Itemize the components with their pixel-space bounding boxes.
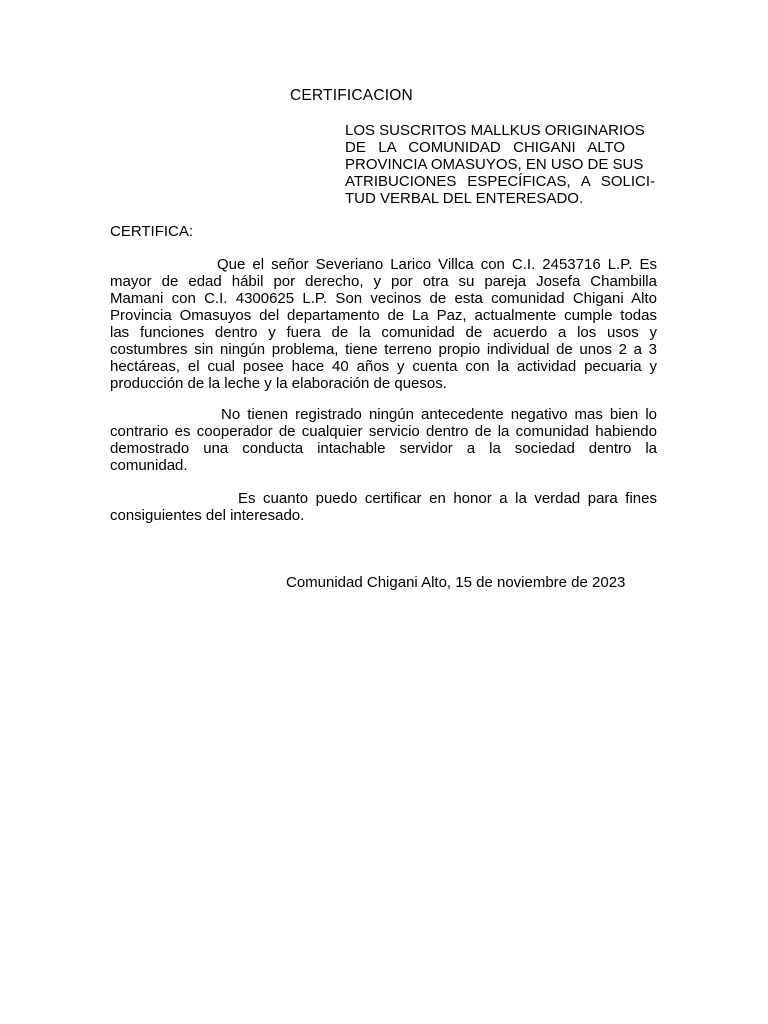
paragraph-line: mayor de edad hábil por derecho, y por otra su pareja Josefa Chambilla	[110, 273, 657, 290]
paragraph-3	[110, 490, 657, 524]
paragraph-2	[110, 406, 657, 474]
heading-block	[345, 122, 655, 207]
paragraph-line: contrario es cooperador de cualquier servicio dentro de la comunidad habiendo	[110, 423, 657, 440]
place-date: Comunidad Chigani Alto, 15 de noviembre de 2023	[286, 574, 626, 591]
paragraph-line: las funciones dentro y fuera de la comunidad de acuerdo a los usos y	[110, 324, 657, 341]
heading-line: ATRIBUCIONES ESPECÍFICAS, A SOLICI-	[345, 173, 655, 190]
document-title: CERTIFICACION	[290, 87, 413, 104]
paragraph-line: Es cuanto puedo certificar en honor a la verdad para fines	[238, 490, 657, 507]
paragraph-line: Provincia Omasuyos del departamento de La Paz, actualmente cumple todas	[110, 307, 657, 324]
heading-line: LOS SUSCRITOS MALLKUS ORIGINARIOS	[345, 122, 645, 139]
heading-line: DE LA COMUNIDAD CHIGANI ALTO	[345, 139, 625, 156]
paragraph-line: Mamani con C.I. 4300625 L.P. Son vecinos de esta comunidad Chigani Alto	[110, 290, 657, 307]
paragraph-line: comunidad.	[110, 457, 188, 474]
paragraph-line: demostrado una conducta intachable servidor a la sociedad dentro la	[110, 440, 657, 457]
paragraph-line: consiguientes del interesado.	[110, 507, 305, 524]
paragraph-1	[110, 256, 657, 392]
heading-line: TUD VERBAL DEL ENTERESADO.	[345, 190, 584, 207]
heading-line: PROVINCIA OMASUYOS, EN USO DE SUS	[345, 156, 644, 173]
paragraph-line: hectáreas, el cual posee hace 40 años y cuenta con la actividad pecuaria y	[110, 358, 657, 375]
paragraph-line: costumbres sin ningún problema, tiene terreno propio individual de unos 2 a 3	[110, 341, 657, 358]
paragraph-line: Que el señor Severiano Larico Villca con C.I. 2453716 L.P. Es	[217, 256, 657, 273]
paragraph-line: No tienen registrado ningún antecedente negativo mas bien lo	[221, 406, 657, 423]
certifica-label: CERTIFICA:	[110, 223, 194, 240]
paragraph-line: producción de la leche y la elaboración de quesos.	[110, 375, 447, 392]
